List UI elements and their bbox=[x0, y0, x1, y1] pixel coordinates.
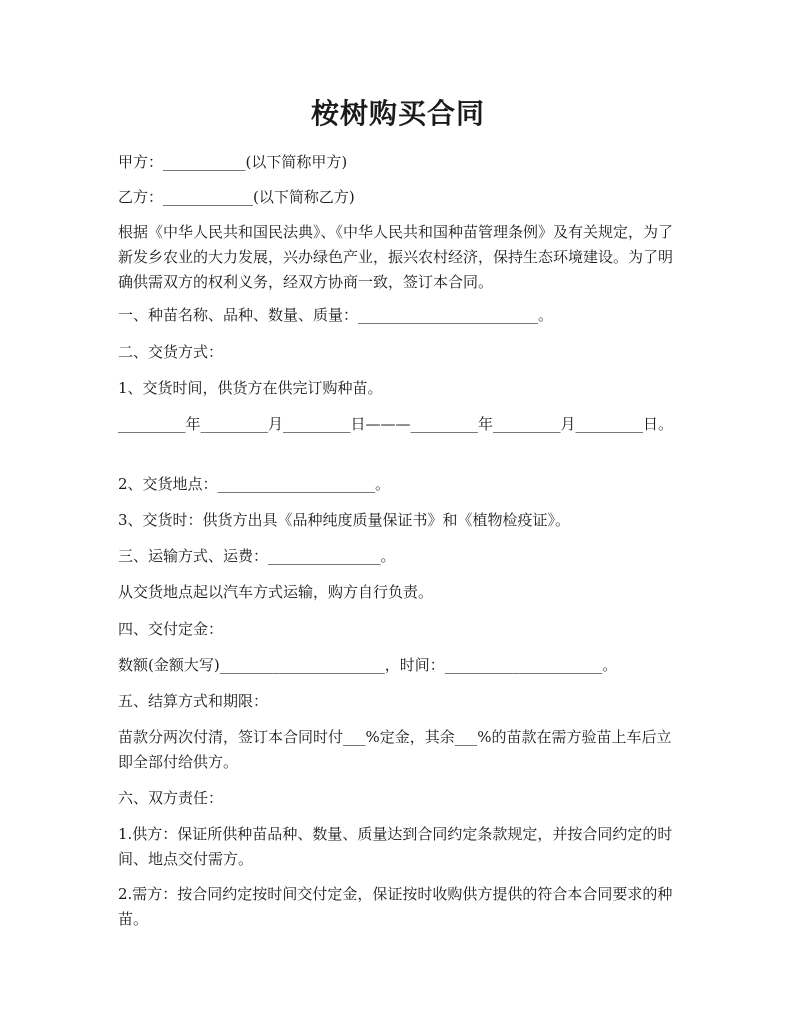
party-a-line: 甲方：___________(以下简称甲方) bbox=[118, 153, 348, 171]
party-b-line: 乙方：____________(以下简称乙方) bbox=[118, 188, 355, 206]
payment-terms-paragraph: 苗款分两次付清，签订本合同时付___%定金，其余___%的苗款在需方验苗上车后立即全部付给供方。 bbox=[118, 728, 672, 771]
document-title: 桉树购买合同 bbox=[310, 97, 485, 130]
supplier-duty-paragraph: 1.供方：保证所供种苗品种、数量、质量达到合同约定条款规定，并按合同约定的时间、地点交付需方。 bbox=[118, 825, 673, 868]
preamble-paragraph: 根据《中华人民共和国民法典》、《中华人民共和国种苗管理条例》及有关规定，为了新发乡农业的大力发展，兴办绿色产业，振兴农村经济，保持生态环境建设。为了明确供需双方的权利义务，经双方协商一致，签订本合同。 bbox=[118, 223, 674, 291]
section-6-heading: 六、双方责任： bbox=[118, 789, 224, 807]
section-4-heading: 四、交付定金： bbox=[118, 620, 224, 638]
section-1-heading: 一、种苗名称、品种、数量、质量：________________________。 bbox=[118, 306, 554, 324]
delivery-documents-paragraph: 3、交货时：供货方出具《品种纯度质量保证书》和《植物检疫证》。 bbox=[118, 511, 571, 529]
delivery-location-paragraph: 2、交货地点：_____________________。 bbox=[118, 475, 391, 493]
transport-paragraph: 从交货地点起以汽车方式运输，购方自行负责。 bbox=[118, 583, 434, 601]
delivery-date-range: _________年_________月_________日———_________年_________月_________日。 bbox=[118, 415, 674, 433]
deposit-amount-paragraph: 数额(金额大写)______________________，时间：_____________________。 bbox=[118, 656, 618, 674]
delivery-time-paragraph: 1、交货时间，供货方在供完订购种苗。 bbox=[118, 379, 383, 397]
section-5-heading: 五、结算方式和期限： bbox=[118, 692, 269, 710]
section-3-heading: 三、运输方式、运费：_______________。 bbox=[118, 547, 396, 565]
section-2-heading: 二、交货方式： bbox=[118, 343, 224, 361]
buyer-duty-paragraph: 2.需方：按合同约定按时间交付定金，保证按时收购供方提供的符合本合同要求的种苗。 bbox=[118, 885, 673, 928]
